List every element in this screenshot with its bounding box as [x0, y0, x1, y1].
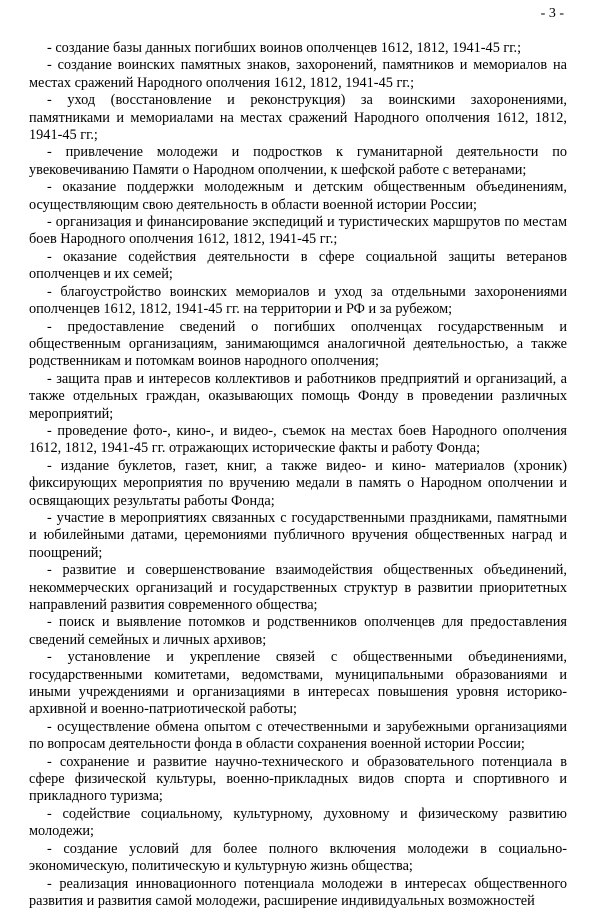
list-item: - поиск и выявление потомков и родственников ополченцев для предоставления сведений семейных и личных архивов;: [29, 614, 567, 649]
list-item: - установление и укрепление связей с общественными объединениями, государственными комитетами, ведомствами, муниципальными образованиями и иными учреждениями и организациями в интересах повышения уровня историко-архивной и военно-патриотической работы;: [29, 649, 567, 719]
list-item: - уход (восстановление и реконструкция) за воинскими захоронениями, памятниками и мемориалами на местах сражений Народного ополчения 1612, 1812, 1941-45 гг.;: [29, 92, 567, 144]
list-item: - защита прав и интересов коллективов и работников предприятий и организаций, а также отдельных граждан, оказывающих помощь Фонду в проведении различных мероприятий;: [29, 371, 567, 423]
list-item: - оказание поддержки молодежным и детским общественным объединениям, осуществляющим свою деятельность в области военной истории России;: [29, 179, 567, 214]
list-item: - организация и финансирование экспедиций и туристических маршрутов по местам боев Народного ополчения 1612, 1812, 1941-45 гг.;: [29, 214, 567, 249]
list-item: - предоставление сведений о погибших ополченцах государственным и общественным организациям, занимающимся аналогичной деятельностью, а также родственникам и потомкам воинов народного ополчения;: [29, 319, 567, 371]
page-body: [29, 40, 567, 910]
list-item: - создание условий для более полного включения молодежи в социально-экономическую, политическую и культурную жизнь общества;: [29, 841, 567, 876]
list-item: - осуществление обмена опытом с отечественными и зарубежными организациями по вопросам деятельности фонда в области сохранения военной истории России;: [29, 719, 567, 754]
list-item: - сохранение и развитие научно-технического и образовательного потенциала в сфере физической культуры, военно-прикладных видов спорта и спортивного и прикладного туризма;: [29, 754, 567, 806]
list-item: - издание буклетов, газет, книг, а также видео- и кино- материалов (хроник) фиксирующих мероприятия по вручению медали в память о Народном ополчении и освящающих результаты работы Фонда;: [29, 458, 567, 510]
list-item: - проведение фото-, кино-, и видео-, съемок на местах боев Народного ополчения 1612, 1812, 1941-45 гг. отражающих исторические факты и работу Фонда;: [29, 423, 567, 458]
list-item: - развитие и совершенствование взаимодействия общественных объединений, некоммерческих организаций и государственных структур в развитии приоритетных направлений развития современного общества;: [29, 562, 567, 614]
list-item: - участие в мероприятиях связанных с государственными праздниками, памятными и юбилейными датами, церемониями публичного вручения общественных наград и поощрений;: [29, 510, 567, 562]
list-item: - привлечение молодежи и подростков к гуманитарной деятельности по увековечиванию Памяти о Народном ополчении, к шефской работе с ветеранами;: [29, 144, 567, 179]
list-item: - содействие социальному, культурному, духовному и физическому развитию молодежи;: [29, 806, 567, 841]
list-item: - оказание содействия деятельности в сфере социальной защиты ветеранов ополченцев и их семей;: [29, 249, 567, 284]
list-item: - благоустройство воинских мемориалов и уход за отдельными захоронениями ополченцев 1612, 1812, 1941-45 гг. на территории и РФ и за рубежом;: [29, 284, 567, 319]
list-item: - создание воинских памятных знаков, захоронений, памятников и мемориалов на местах сражений Народного ополчения 1612, 1812, 1941-45 гг.;: [29, 57, 567, 92]
page-number: - 3 -: [541, 5, 564, 22]
list-item: - реализация инновационного потенциала молодежи в интересах общественного развития и развития самой молодежи, расширение индивидуальных возможностей: [29, 876, 567, 910]
list-item: - создание базы данных погибших воинов ополченцев 1612, 1812, 1941-45 гг.;: [29, 40, 567, 57]
